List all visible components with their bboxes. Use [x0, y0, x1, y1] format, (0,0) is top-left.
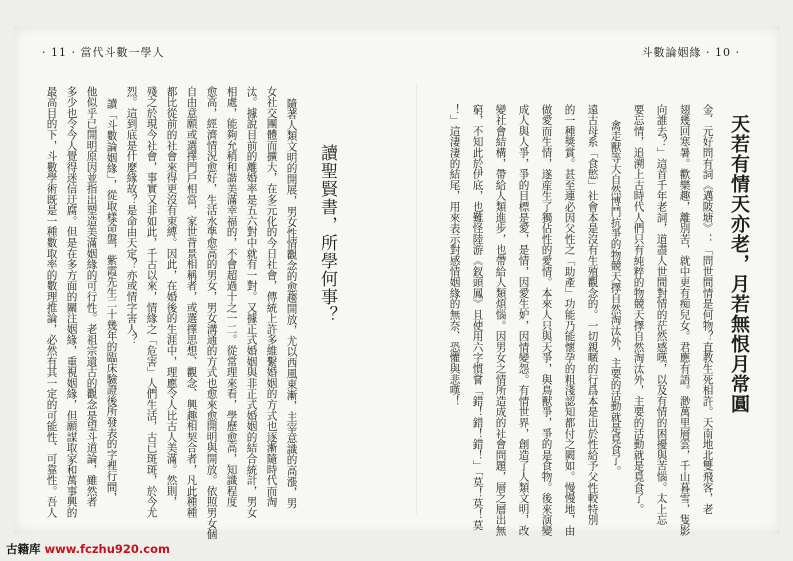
left-page-column: 自由意願或選擇門戶相當，家世背景相稱者，或選擇思想、觀念、興趣相契合者，凡此種種	[185, 86, 198, 518]
left-page-column: 烈。這到底是什麼緣故？是命由天定？亦或情字害人？	[125, 86, 138, 346]
left-page-column: 殘之於現今社會，事實又非如此，千古以來，情緣之「危害」人們生活，古已斑斑，於今尤	[145, 86, 158, 518]
right-page-column: 向誰去？」這首千年老詞，道盡人世間對情的茫然感嘆，以及有情的困擾與苦惱。太上忘	[655, 104, 668, 526]
right-page-column: 成人與人爭，爭的目標是愛，是情，因愛生妒，因情變怨。有情世界，創造了人類文明，改	[517, 104, 530, 536]
left-page-column: 相處，能夠允稍和諧美滿幸福的，不會超過十之一二。從常理來看，學歷愈高，知識程度	[225, 86, 238, 508]
right-page-title: 天若有情天亦老，月若無恨月常圓	[728, 114, 750, 414]
right-page-column: 變社會結構，帶給人類進步，也帶給人類煩惱。因男女之情所造成的社會問題，層之層出無	[494, 104, 507, 536]
left-page-column: 愈高，經濟情況愈好，生活水準愈高的男女，男女溝通的方式也愈來愈開明與開放。依照男女個	[205, 86, 218, 540]
left-page-column: 他似乎已開明原因並指出塑造美滿姻緣的可行性。老祖宗遺古的觀念是望斗道論，雖然者	[85, 86, 98, 508]
book-gutter	[416, 84, 417, 514]
left-page-column: 隨著人類文明的開展，男女性情觀念的愈趨開放，尤以西風東漸，主宰意識的高漲，男	[285, 98, 298, 509]
left-page-column: 汰。據說目前的離婚率是五六對中就有一對。又據正式婚姻與非正式婚姻的結合統計，男女	[245, 86, 258, 518]
left-page-column: 女社交團體而擴大，在多元化的今日社會，傳統上許多維繫婚姻的方式也逐漸隨時代而淘	[265, 86, 278, 508]
left-page-title: 讀聖賢書，所學何事？	[317, 144, 337, 324]
right-page-column: 翅幾回寒暑。歡樂趣，離別苦，就中更有痴兒女。君應有語。渺萬里層雲，千山暮雪，隻影	[678, 104, 691, 536]
right-page-column: 窮，不知此於伊底，也難怪陸游《釵頭鳳》且使用六字慣嘗「錯！錯！錯！」「莫！莫！莫	[471, 104, 484, 531]
left-page-column: 讀「斗數論姻緣」，從取樣命盤，紫霞先生二十幾年的臨床驗證後所發表的字裡行間，	[105, 98, 118, 504]
left-page-column: 都比從前的社會來得更沒有束縛。因此，在婚後的生涯中，理應令人比古人美滿。然則，	[165, 86, 178, 508]
left-page-header: · 11 · 當代斗數一學人	[42, 46, 165, 59]
right-page-column: 做愛而生情，遂産生了獨佔性的愛情。本來人只與天爭，與鳥獸爭，爭的是食物。後來演變	[540, 104, 553, 536]
right-page-column: 遠古母系「食慾」社會本是沒有生殖觀念的。一切親暱的行爲本是出於性給予父性較特別	[586, 104, 599, 526]
book-spread	[14, 26, 780, 540]
watermark-footer	[0, 539, 266, 559]
left-page-column: 最高目的下，斗數學術既是一種數取率的數理推論，必然有其一定的可能性、可靠性。吾人	[45, 86, 58, 518]
left-page-column: 多少也令今人覺得迷信迂腐。但是在多方面的關注姻緣，重視姻緣，但願謀取家和萬事興的	[65, 86, 78, 518]
right-page-column: ！」這淒淒的結尾，用來表示對感情姻緣的無奈、恐懼與悲嘆！	[448, 104, 461, 407]
right-page-column: 的一種獎賞。甚至連必因父性之「助產」功能乃能懷孕的粗淺認知都付之闕如。慢慢地，由	[563, 104, 576, 536]
right-page-column: 金．元好問有詞《邁陂塘》：「問世間情是何物？直教生死相許。天南地北雙飛客，老	[701, 104, 714, 515]
right-page-column: 要忘情，追溯上古時代人們只有純粹的物競天擇自然淘汰外，主要的活動就是覓食了。	[632, 104, 645, 515]
watermark-brand: 古籍库	[6, 542, 45, 556]
right-page-header: 斗數論姻緣 · 10 ·	[641, 46, 740, 59]
watermark-url: www.fczhu920.com	[44, 542, 170, 556]
right-page-column: 禽走獸等大自然博鬥抗爭的物競天擇自然淘汰外，主要的活動就是覓食了。	[609, 120, 622, 477]
